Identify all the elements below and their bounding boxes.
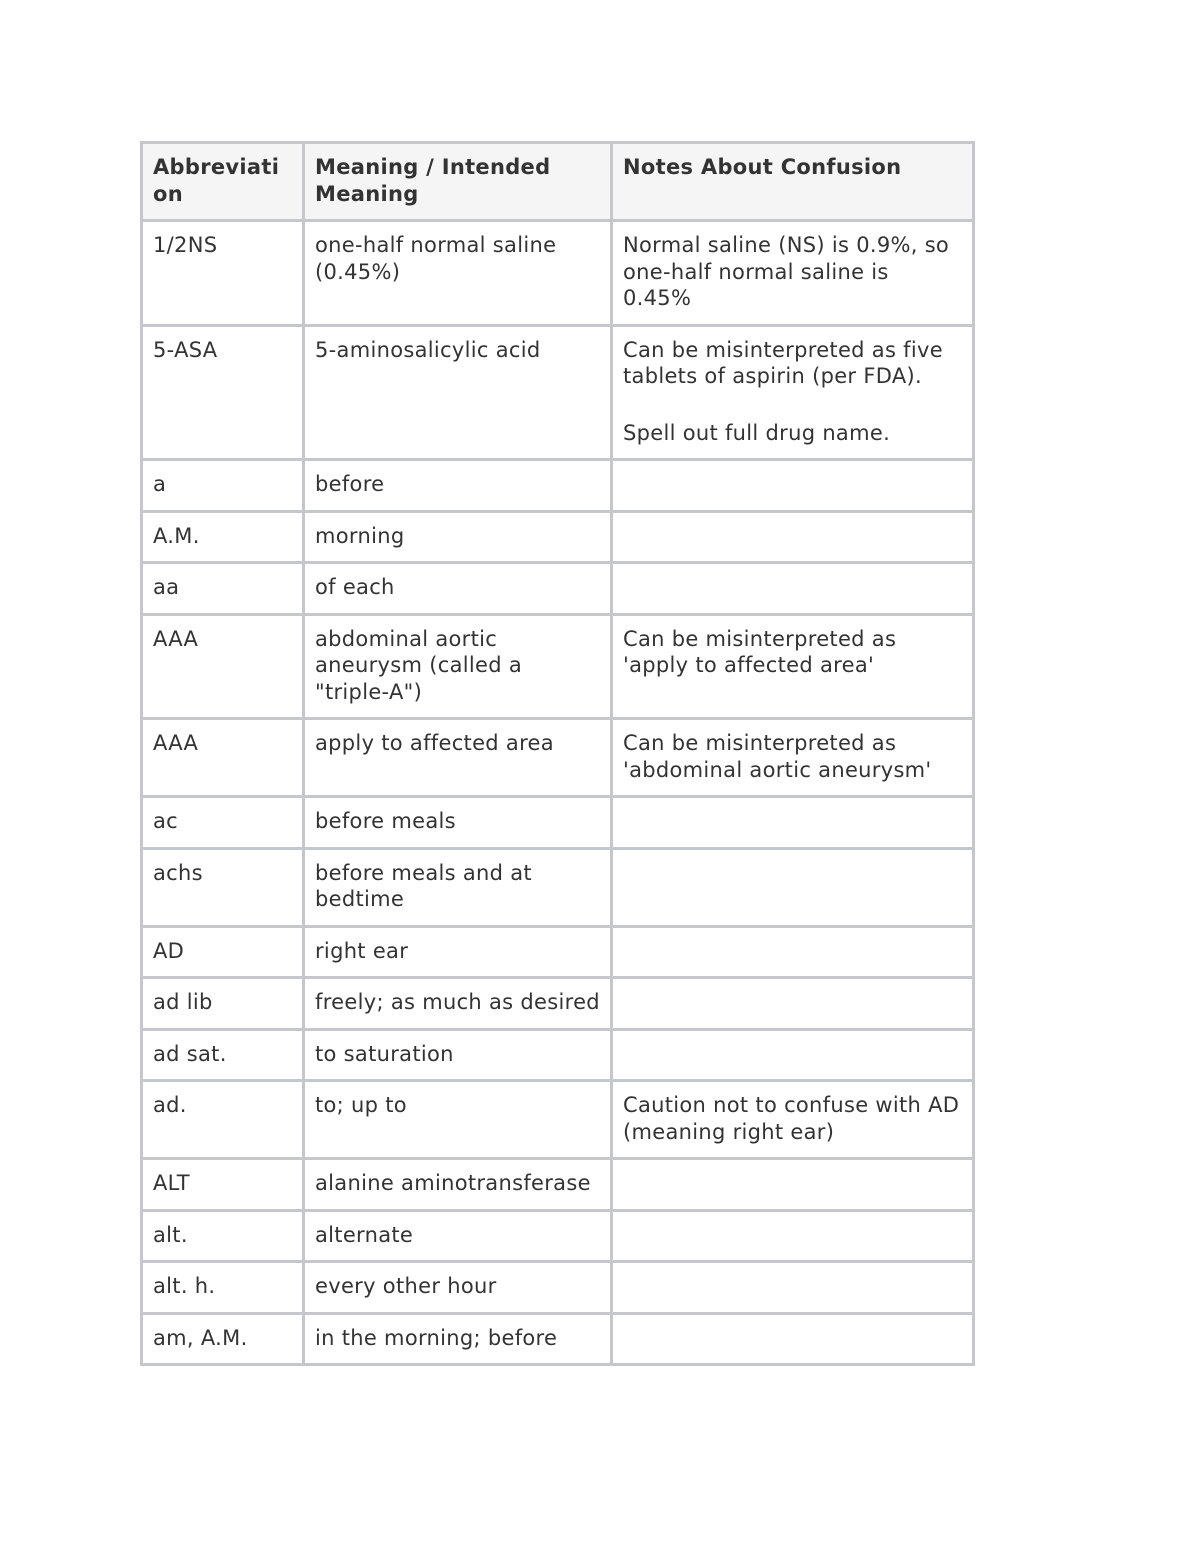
table-row [142, 614, 974, 719]
cell-abbreviation: aa [142, 563, 304, 615]
cell-notes [612, 797, 974, 849]
abbreviations-table [140, 141, 975, 1366]
note-paragraph: Can be misinterpreted as 'apply to affected area' [623, 626, 897, 677]
cell-abbreviation: a [142, 460, 304, 512]
table-row [142, 1313, 974, 1365]
table-row [142, 1029, 974, 1081]
cell-abbreviation: 5-ASA [142, 325, 304, 460]
table-row [142, 1081, 974, 1159]
cell-notes [612, 614, 974, 719]
table-row [142, 978, 974, 1030]
cell-abbreviation: AAA [142, 614, 304, 719]
cell-abbreviation: ALT [142, 1159, 304, 1211]
note-paragraph: Caution not to confuse with AD (meaning right ear) [623, 1093, 960, 1144]
cell-meaning: before meals and at bedtime [304, 848, 612, 926]
table-body [142, 221, 974, 1365]
cell-meaning: before [304, 460, 612, 512]
cell-notes [612, 1029, 974, 1081]
cell-meaning: to; up to [304, 1081, 612, 1159]
cell-abbreviation: alt. [142, 1210, 304, 1262]
table-row [142, 848, 974, 926]
cell-abbreviation: 1/2NS [142, 221, 304, 326]
cell-notes [612, 221, 974, 326]
cell-abbreviation: ad. [142, 1081, 304, 1159]
header-notes: Notes About Confusion [612, 143, 974, 221]
cell-notes [612, 978, 974, 1030]
table-row [142, 926, 974, 978]
cell-notes [612, 1210, 974, 1262]
cell-meaning: one-half normal saline (0.45%) [304, 221, 612, 326]
cell-meaning: apply to affected area [304, 719, 612, 797]
note-paragraph: Can be misinterpreted as 'abdominal aortic aneurysm' [623, 731, 932, 782]
cell-meaning: alanine aminotransferase [304, 1159, 612, 1211]
table-row [142, 325, 974, 460]
cell-abbreviation: ad lib [142, 978, 304, 1030]
cell-notes [612, 926, 974, 978]
header-abbreviation: Abbreviation [142, 143, 304, 221]
cell-notes [612, 511, 974, 563]
cell-abbreviation: am, A.M. [142, 1313, 304, 1365]
note-paragraph: Can be misinterpreted as five tablets of aspirin (per FDA). [623, 337, 943, 388]
cell-abbreviation: ac [142, 797, 304, 849]
table-row [142, 511, 974, 563]
cell-meaning: morning [304, 511, 612, 563]
table-row [142, 221, 974, 326]
table-row [142, 1262, 974, 1314]
table-row [142, 719, 974, 797]
table-row [142, 563, 974, 615]
cell-meaning: freely; as much as desired [304, 978, 612, 1030]
cell-meaning: of each [304, 563, 612, 615]
table-header-row [142, 143, 974, 221]
cell-meaning: every other hour [304, 1262, 612, 1314]
header-meaning: Meaning / Intended Meaning [304, 143, 612, 221]
cell-meaning: abdominal aortic aneurysm (called a "triple-A") [304, 614, 612, 719]
note-paragraph: Normal saline (NS) is 0.9%, so one-half normal saline is 0.45% [623, 233, 950, 310]
cell-abbreviation: alt. h. [142, 1262, 304, 1314]
cell-notes [612, 719, 974, 797]
cell-meaning: right ear [304, 926, 612, 978]
cell-meaning: alternate [304, 1210, 612, 1262]
cell-abbreviation: ad sat. [142, 1029, 304, 1081]
cell-notes [612, 1262, 974, 1314]
cell-abbreviation: achs [142, 848, 304, 926]
cell-notes [612, 848, 974, 926]
cell-notes [612, 1313, 974, 1365]
cell-abbreviation: AD [142, 926, 304, 978]
cell-meaning: before meals [304, 797, 612, 849]
note-paragraph: Spell out full drug name. [623, 420, 891, 445]
cell-abbreviation: AAA [142, 719, 304, 797]
cell-meaning: in the morning; before [304, 1313, 612, 1365]
table-row [142, 460, 974, 512]
cell-notes [612, 460, 974, 512]
cell-notes [612, 1159, 974, 1211]
cell-abbreviation: A.M. [142, 511, 304, 563]
table-row [142, 1210, 974, 1262]
cell-notes [612, 1081, 974, 1159]
cell-notes [612, 563, 974, 615]
cell-meaning: 5-aminosalicylic acid [304, 325, 612, 460]
table-row [142, 797, 974, 849]
cell-notes [612, 325, 974, 460]
cell-meaning: to saturation [304, 1029, 612, 1081]
table-row [142, 1159, 974, 1211]
